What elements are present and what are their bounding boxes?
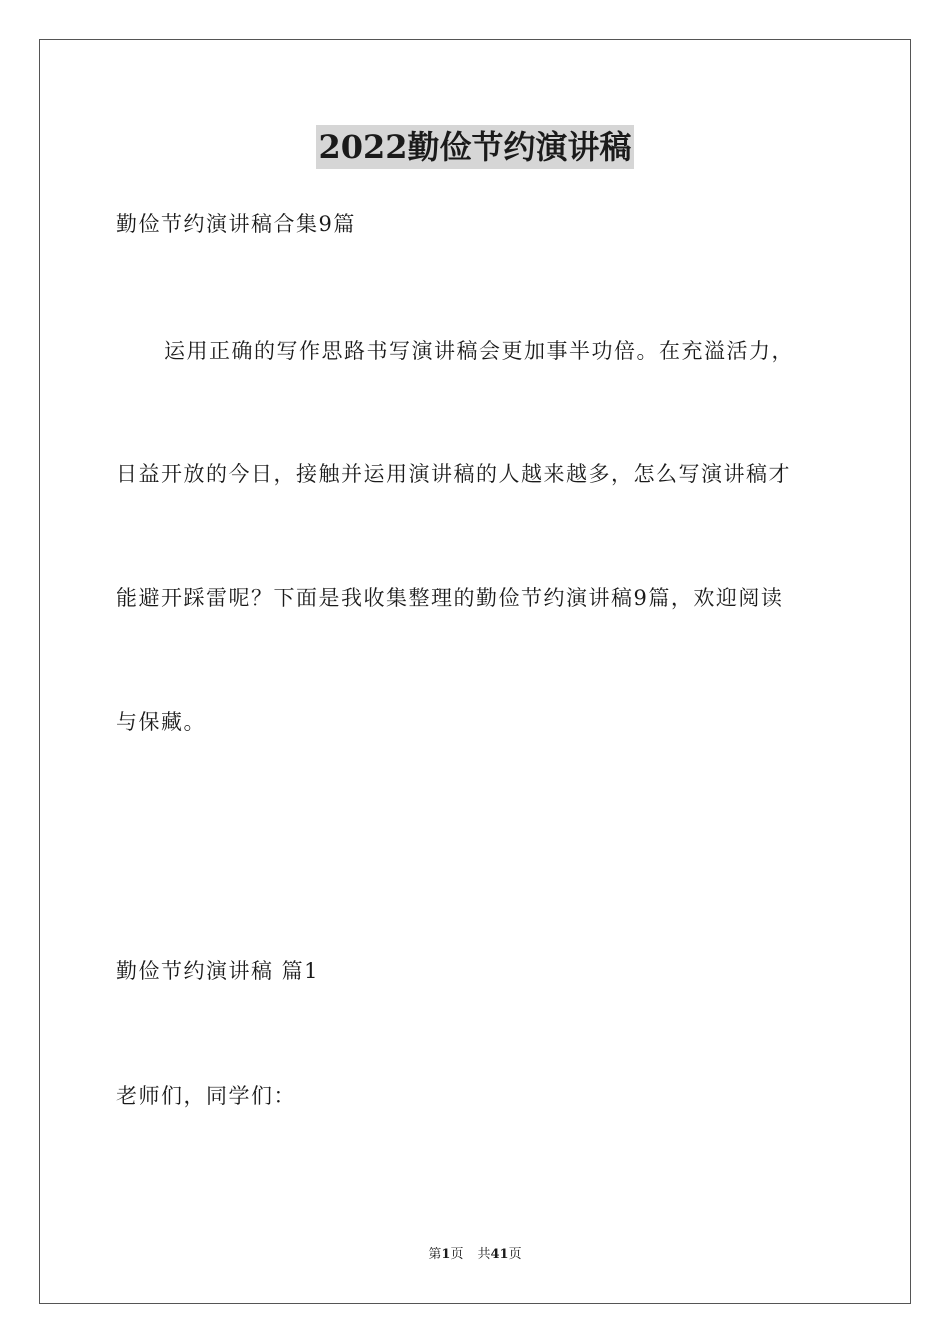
footer-page-prefix: 第 <box>428 1247 442 1262</box>
title-container <box>0 125 950 169</box>
intro-paragraph-line-1: 运用正确的写作思路书写演讲稿会更加事半功倍。在充溢活力， <box>164 339 794 363</box>
intro-paragraph-line-3: 能避开踩雷呢？下面是我收集整理的勤俭节约演讲稿9篇，欢迎阅读 <box>116 586 784 610</box>
collection-heading: 勤俭节约演讲稿合集9篇 <box>116 212 356 236</box>
footer-total-prefix: 共 <box>477 1247 491 1262</box>
footer-total-suffix: 页 <box>508 1247 522 1262</box>
intro-paragraph-line-2: 日益开放的今日，接触并运用演讲稿的人越来越多，怎么写演讲稿才 <box>116 462 791 486</box>
footer-page-number: 1 <box>441 1247 451 1262</box>
page-footer <box>0 1246 950 1264</box>
intro-paragraph-line-4: 与保藏。 <box>116 710 206 734</box>
footer-total-pages: 41 <box>490 1247 509 1262</box>
greeting-line: 老师们，同学们： <box>116 1084 296 1108</box>
footer-page-suffix: 页 <box>450 1247 464 1262</box>
section-heading-1: 勤俭节约演讲稿 篇1 <box>116 959 320 983</box>
document-title: 2022勤俭节约演讲稿 <box>316 125 633 169</box>
